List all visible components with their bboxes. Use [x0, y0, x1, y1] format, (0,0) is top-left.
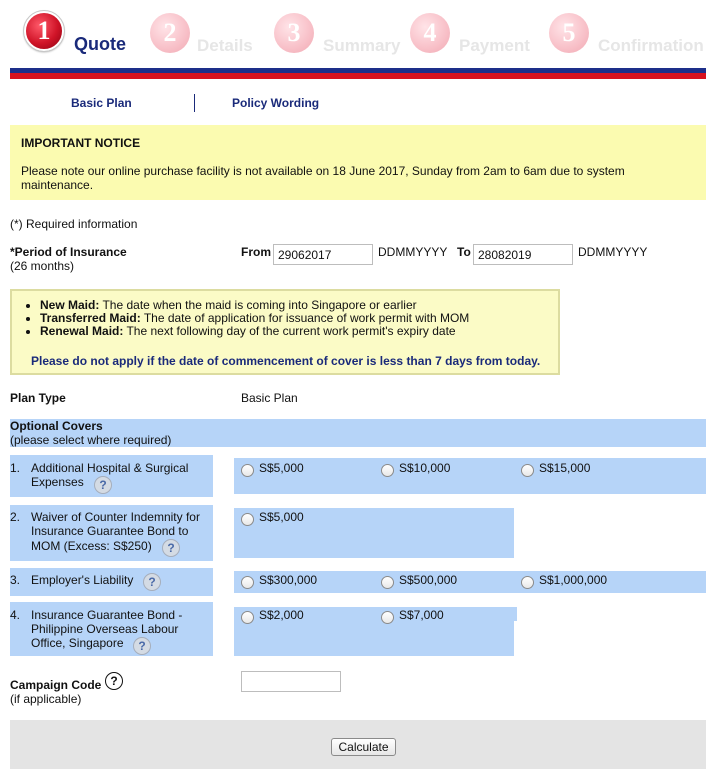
cover-1-help-icon[interactable]: ?	[94, 476, 112, 494]
to-date-input[interactable]: 28082019	[473, 244, 573, 265]
optional-covers-subtitle: (please select where required)	[10, 433, 172, 447]
cover-1-option-3-radio[interactable]	[521, 464, 534, 477]
from-label: From	[241, 245, 271, 259]
cover-4-number: 4.	[10, 608, 21, 622]
required-info: (*) Required information	[10, 217, 138, 231]
period-duration: (26 months)	[10, 259, 75, 273]
cover-2-label-line3: MOM (Excess: S$250)	[31, 539, 152, 553]
cover-3-option-1-radio[interactable]	[241, 576, 254, 589]
cover-4-option-2-label: S$7,000	[399, 608, 444, 622]
cover-1-label-line1: Additional Hospital & Surgical	[31, 461, 189, 475]
notice-title: IMPORTANT NOTICE	[21, 136, 141, 150]
important-notice	[10, 125, 706, 200]
list-item: • Transferred Maid: The date of application for issuance of work permit with MOM	[40, 312, 469, 325]
cover-3-option-2-radio[interactable]	[381, 576, 394, 589]
from-format-hint: DDMMYYYY	[378, 245, 448, 259]
maid-type-list	[40, 299, 469, 338]
cover-1-option-3-label: S$15,000	[539, 461, 591, 475]
tab-separator	[194, 94, 195, 112]
list-item: • Renewal Maid: The next following day of the current work permit's expiry date	[40, 325, 469, 338]
cover-1-option-1-label: S$5,000	[259, 461, 304, 475]
cover-3-option-2-label: S$500,000	[399, 573, 458, 587]
cover-4-label-line3: Office, Singapore	[31, 636, 124, 650]
to-format-hint: DDMMYYYY	[578, 245, 648, 259]
step-4-label: Payment	[459, 36, 530, 55]
campaign-code-help-icon[interactable]: ?	[105, 672, 123, 690]
cover-2-option-1-label: S$5,000	[259, 510, 304, 524]
step-3-label: Summary	[323, 36, 401, 55]
cover-3-option-3-radio[interactable]	[521, 576, 534, 589]
cover-4-options-band-lower	[234, 621, 514, 656]
step-2-label: Details	[197, 36, 253, 55]
to-label: To	[457, 245, 471, 259]
cover-3-label-line1: Employer's Liability	[31, 573, 134, 587]
plan-type-label: Plan Type	[10, 391, 66, 405]
cover-1-option-2-radio[interactable]	[381, 464, 394, 477]
tab-basic-plan[interactable]: Basic Plan	[71, 96, 132, 110]
cover-1-options-band	[234, 458, 706, 494]
notice-text: Please note our online purchase facility is not available on 18 June 2017, Sunday from 2am to 6am due to system maintenance.	[21, 164, 625, 192]
cover-3-number: 3.	[10, 573, 21, 587]
cover-3-option-3-label: S$1,000,000	[539, 573, 608, 587]
step-5-label: Confirmation	[598, 36, 704, 55]
tab-policy-wording[interactable]: Policy Wording	[232, 96, 320, 110]
cover-4-help-icon[interactable]: ?	[133, 637, 151, 655]
calculate-button[interactable]: Calculate	[331, 738, 396, 756]
cover-2-number: 2.	[10, 510, 21, 524]
campaign-code-sub: (if applicable)	[10, 692, 82, 706]
cover-3-option-1-label: S$300,000	[259, 573, 318, 587]
step-5-circle: 5	[549, 13, 589, 53]
step-1-label: Quote	[74, 34, 126, 54]
campaign-code-input[interactable]	[241, 671, 341, 692]
cover-1-label-line2: Expenses	[31, 475, 84, 489]
optional-covers-title: Optional Covers	[10, 419, 103, 433]
header-divider-red	[10, 73, 706, 79]
step-4-circle: 4	[410, 13, 450, 53]
commencement-info-box	[10, 289, 560, 375]
plan-type-value: Basic Plan	[241, 391, 298, 405]
cover-2-label-line2: Insurance Guarantee Bond to	[31, 524, 189, 538]
period-label: *Period of Insurance	[10, 245, 127, 259]
cover-2-label-line1: Waiver of Counter Indemnity for	[31, 510, 200, 524]
from-date-input[interactable]: 29062017	[273, 244, 373, 265]
cover-1-number: 1.	[10, 461, 21, 475]
cover-3-help-icon[interactable]: ?	[143, 573, 161, 591]
cover-4-option-1-radio[interactable]	[241, 611, 254, 624]
cover-1-option-1-radio[interactable]	[241, 464, 254, 477]
list-item: • New Maid: The date when the maid is coming into Singapore or earlier	[40, 299, 469, 312]
cover-4-label-line2: Philippine Overseas Labour	[31, 622, 179, 636]
step-2-circle: 2	[150, 13, 190, 53]
step-3-circle: 3	[274, 13, 314, 53]
step-1-circle: 1	[24, 11, 64, 51]
cover-4-option-2-radio[interactable]	[381, 611, 394, 624]
cover-2-option-1-radio[interactable]	[241, 513, 254, 526]
commencement-warning: Please do not apply if the date of commencement of cover is less than 7 days from today.	[31, 354, 541, 368]
cover-1-option-2-label: S$10,000	[399, 461, 451, 475]
cover-4-label-line1: Insurance Guarantee Bond -	[31, 608, 183, 622]
campaign-code-label: Campaign Code	[10, 678, 102, 692]
cover-4-option-1-label: S$2,000	[259, 608, 304, 622]
cover-2-help-icon[interactable]: ?	[162, 539, 180, 557]
